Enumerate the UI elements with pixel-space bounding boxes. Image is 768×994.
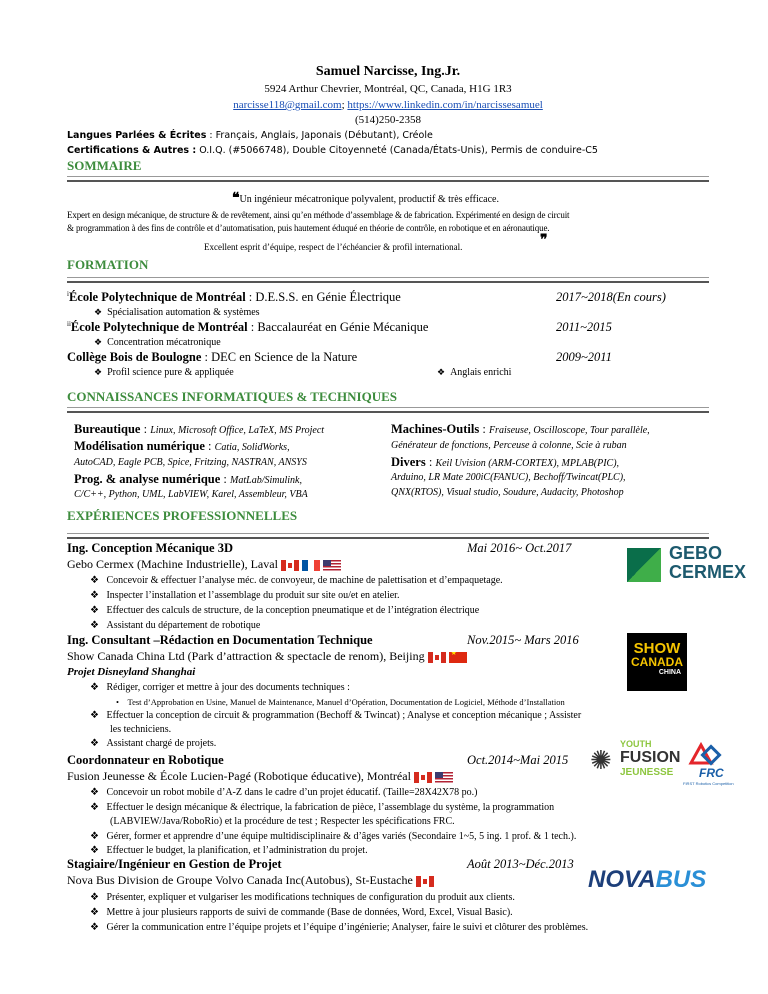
bullet-text: Effectuer la conception de circuit & programmation (Bechoff & Twincat) ; Analyse et conception mécanique ; Assister (106, 710, 582, 721)
tagline-line (232, 190, 499, 207)
bullet-text: Concevoir & effectuer l’analyse méc. de convoyeur, de machine de palettisation et d’empaquetage. (106, 575, 503, 586)
skill-divers (391, 455, 619, 470)
bullet-text: Concevoir un robot mobile d’A-Z dans le cadre d’un projet éducatif. (Taille=28X42X78 po.) (106, 787, 478, 798)
job-title: Coordonnateur en Robotique (67, 753, 224, 767)
bullet-icon: ❖ (90, 892, 99, 903)
skill-label: Modélisation numérique (74, 439, 205, 453)
logo-text: FRC (699, 766, 724, 780)
skill-colon: : (220, 472, 231, 486)
certifications-line (67, 145, 598, 156)
bullet-icon: ❖ (90, 682, 99, 693)
formation-sub-text: Spécialisation automation & systèmes (107, 307, 260, 318)
logo-text: CERMEX (669, 562, 747, 582)
languages-value: : Français, Anglais, Japonais (Débutant), Créole (206, 130, 433, 141)
list-item (90, 603, 503, 618)
formation-item (67, 290, 401, 305)
divider (67, 537, 709, 539)
formation-item (67, 320, 428, 335)
usa-flag-icon (323, 560, 341, 571)
formation-sub-text: Profil science pure & appliquée (107, 367, 234, 378)
bullet-icon: ❖ (94, 337, 103, 347)
bullet-text: Assistant chargé de projets. (106, 738, 217, 749)
job-title: Ing. Consultant –Rédaction en Documentation Technique (67, 633, 373, 647)
company-name: Show Canada China Ltd (Park d’attraction & spectacle de renom), Beijing (67, 649, 425, 663)
divider (67, 407, 709, 408)
job-date: Nov.2015~ Mars 2016 (467, 633, 579, 647)
logo-text: JEUNESSE (620, 767, 674, 778)
logo-text: GEBO (669, 543, 723, 563)
bullet-icon: ❖ (90, 907, 99, 918)
formation-date: 2009~2011 (556, 350, 612, 364)
logo-text: FUSION (620, 749, 681, 766)
divider (67, 277, 709, 278)
divider (67, 180, 709, 182)
formation-item (67, 350, 357, 365)
bullet-text: Mettre à jour plusieurs rapports de suivi de commande (Base de données, Word, Excel, Visual Basic). (106, 907, 513, 918)
skill-programmation (74, 472, 302, 487)
closing-line (204, 242, 462, 252)
skill-value-cont: C/C++, Python, UML, LabVIEW, Karel, Assembleur, VBA (74, 489, 308, 500)
phone: (514)250-2358 (355, 114, 421, 126)
skill-modelisation (74, 439, 290, 454)
skill-value: Fraiseuse, Oscilloscope, Tour parallèle, (488, 425, 650, 436)
list-item (90, 573, 503, 588)
company-name: Nova Bus Division de Groupe Volvo Canada Inc(Autobus), St-Eustache (67, 873, 413, 887)
school: Collège Bois de Boulogne (67, 350, 202, 364)
list-item (90, 890, 588, 905)
bullet-icon: ❖ (90, 922, 99, 933)
logo-text: YOUTH (620, 739, 652, 749)
section-title-skills: CONNAISSANCES INFORMATIQUES & TECHNIQUES (67, 389, 397, 404)
list-item (90, 695, 581, 709)
list-item (90, 801, 576, 816)
bullet-icon: ❖ (90, 845, 99, 856)
bullet-icon: ❖ (90, 801, 99, 813)
formation-date: 2017~2018(En cours) (556, 290, 666, 304)
frc-shapes-icon (687, 741, 727, 767)
resume-name: Samuel Narcisse, Ing.Jr. (315, 64, 461, 79)
formation-sub (94, 367, 234, 378)
school: École Polytechnique de Montréal (70, 320, 248, 335)
section-title-sommaire: SOMMAIRE (67, 158, 142, 173)
languages-line (67, 130, 433, 141)
closing-text: Excellent esprit d’équipe, respect de l’échéancier & profil international. (204, 242, 463, 252)
skill-label: Prog. & analyse numérique (74, 472, 221, 486)
list-item (90, 588, 503, 603)
quote-open-icon: ❝ (232, 191, 240, 206)
job-date: Août 2013~Déc.2013 (467, 857, 574, 871)
bullet-text: Effectuer des calculs de structure, de la conception pneumatique et de l’intégration électrique (106, 605, 480, 616)
job-bullets (90, 573, 503, 633)
job-title: Ing. Conception Mécanique 3D (67, 541, 233, 555)
bullet-icon: ❖ (90, 575, 99, 586)
certifications-label: Certifications & Autres : (67, 145, 197, 156)
bullet-text: Inspecter l’installation et l’assemblage du produit sur site ou/et en atelier. (106, 590, 400, 601)
swirl-icon: ✺ (590, 745, 612, 775)
skill-bureautique (74, 422, 324, 437)
company-name: Fusion Jeunesse & École Lucien-Pagé (Robotique éducative), Montréal (67, 769, 411, 783)
skill-value: MatLab/Simulink, (230, 475, 302, 486)
formation-sub-text: Concentration mécatronique (107, 337, 221, 348)
bullet-text: Gérer, former et apprendre d’une équipe multidisciplinaire & d’âges variés (Secondaire 1~5, 5 ing. 1 prof. & 1 tech.). (106, 830, 577, 842)
summary-line-2: & programmation à des fins de contrôle et d’automatisation, puis hautement éduqué en théorie de contrôle, en robotique et en aéronautique. (67, 223, 550, 233)
job-project: Projet Disneyland Shanghai (67, 666, 196, 678)
bullet-icon: ❖ (94, 307, 103, 317)
logo-text: FIRST Robotics Competition (683, 781, 734, 786)
skill-value-cont: Arduino, LR Mate 200iC(FANUC), Bechoff/Twincat(PLC), (391, 472, 626, 483)
list-item (90, 618, 503, 633)
degree: : Baccalauréat en Génie Mécanique (247, 320, 429, 335)
languages-label: Langues Parlées & Écrites (67, 130, 207, 141)
skill-label: Divers (391, 455, 426, 469)
canada-flag-icon (416, 876, 434, 887)
list-item (90, 786, 576, 801)
list-item (90, 920, 588, 935)
bullet-text: Assistant du département de robotique (106, 620, 261, 631)
frc-logo (683, 741, 743, 789)
job-bullets (90, 890, 588, 935)
bullet-icon: ❖ (90, 620, 99, 631)
formation-sub (94, 307, 260, 318)
china-flag-icon (449, 652, 467, 663)
bullet-text: Effectuer le budget, la planification, et l’administration du projet. (106, 845, 368, 856)
bullet-icon: ❖ (90, 605, 99, 616)
summary-line-1: Expert en design mécanique, de structure & de revêtement, ainsi qu’en méthode d’assemblage & de fabrication. Expérimenté en design de circuit (67, 210, 570, 220)
formation-sub (94, 337, 221, 348)
dot-icon: • (116, 697, 119, 707)
skill-value-cont: QNX(RTOS), Visual studio, Soudure, Audacity, Photoshop (391, 487, 624, 498)
skill-colon: : (425, 455, 436, 469)
email-link[interactable]: narcisse118@gmail.com (233, 99, 342, 111)
skill-label: Machines-Outils (391, 422, 480, 436)
divider (67, 176, 709, 177)
degree: : D.E.S.S. en Génie Électrique (245, 290, 401, 305)
bullet-icon: ❖ (437, 367, 446, 377)
contact-links (67, 99, 709, 111)
skill-value-cont: AutoCAD, Eagle PCB, Spice, Fritzing, NASTRAN, ANSYS (74, 457, 307, 468)
separator: ; (341, 99, 345, 111)
usa-flag-icon (435, 772, 453, 783)
france-flag-icon (302, 560, 320, 571)
job-company (67, 557, 341, 572)
skill-colon: : (479, 422, 489, 436)
logo-text: CANADA (631, 655, 683, 669)
divider (67, 533, 709, 534)
logo-text: CHINA (658, 669, 681, 676)
skill-value-cont: Générateur de fonctions, Perceuse à colonne, Scie à ruban (391, 440, 627, 451)
linkedin-link[interactable]: https://www.linkedin.com/in/narcissesamuel (347, 99, 543, 111)
certifications-value: O.I.Q. (#5066748), Double Citoyenneté (Canada/États-Unis), Permis de conduire-C5 (196, 145, 598, 156)
bullet-text: Gérer la communication entre l’équipe projets et l’équipe d’ingénierie; Analyser, faire le suivi et clôturer des problèmes. (106, 922, 589, 933)
bullet-text: (LABVIEW/Java/RoboRio) et la procédure de test ; Respecter les spécifications FRC. (110, 816, 455, 827)
section-title-experience: EXPÉRIENCES PROFESSIONNELLES (67, 508, 298, 523)
skill-colon: : (140, 422, 151, 436)
skill-value: Catia, SolidWorks, (214, 442, 290, 453)
canada-flag-icon (414, 772, 432, 783)
list-item (90, 737, 581, 751)
company-name: Gebo Cermex (Machine Industrielle), Laval (67, 557, 278, 571)
bullet-text: Test d’Approbation en Usine, Manuel de Maintenance, Manuel d’Opération, Documentation de Logiciel, Méthode d’Installation (127, 697, 565, 707)
footnote-marker: i (67, 290, 69, 298)
formation-sub-text: Anglais enrichi (450, 367, 512, 378)
list-item (90, 723, 581, 737)
footnote-marker: ii (67, 320, 71, 328)
list-item (90, 709, 581, 723)
list-item (90, 815, 576, 830)
address: 5924 Arthur Chevrier, Montréal, QC, Canada, H1G 1R3 (264, 83, 512, 95)
quote-close-icon: ❞ (540, 233, 548, 248)
bullet-icon: ❖ (90, 787, 99, 798)
divider (67, 411, 709, 413)
job-company (67, 873, 434, 888)
tagline: Un ingénieur mécatronique polyvalent, productif & très efficace. (239, 194, 499, 205)
job-date: Oct.2014~Mai 2015 (467, 753, 569, 767)
job-date: Mai 2016~ Oct.2017 (467, 541, 572, 555)
canada-flag-icon (281, 560, 299, 571)
formation-sub (437, 367, 511, 378)
job-company (67, 769, 453, 784)
section-title-formation: FORMATION (67, 257, 149, 272)
bullet-text: Présenter, expliquer et vulgariser les modifications techniques de configuration du produit aux clients. (106, 892, 515, 903)
bullet-icon: ❖ (90, 590, 99, 601)
bullet-icon: ❖ (90, 710, 99, 721)
skill-value: Linux, Microsoft Office, LaTeX, MS Project (150, 425, 325, 436)
logo-text: NOVA (588, 866, 656, 893)
divider (67, 281, 709, 283)
school: École Polytechnique de Montréal (68, 290, 246, 305)
show-canada-logo (627, 633, 687, 691)
skill-machines (391, 422, 650, 437)
bullet-text: Rédiger, corriger et mettre à jour des documents techniques : (106, 682, 350, 693)
list-item (90, 905, 588, 920)
skill-label: Bureautique (74, 422, 141, 436)
bullet-icon: ❖ (90, 830, 99, 842)
canada-flag-icon (428, 652, 446, 663)
job-company (67, 649, 467, 664)
list-item (90, 681, 581, 695)
job-title: Stagiaire/Ingénieur en Gestion de Projet (67, 857, 282, 871)
bullet-icon: ❖ (90, 738, 99, 749)
gebo-cermex-logo (627, 544, 747, 584)
skill-value: Keil Uvision (ARM-CORTEX), MPLAB(PIC), (435, 458, 620, 469)
bullet-icon: ❖ (94, 367, 103, 377)
logo-text: SHOW (633, 640, 681, 657)
job-bullets (90, 681, 581, 751)
list-item (90, 830, 576, 845)
gebo-logo-icon (627, 548, 661, 582)
bullet-text: les techniciens. (110, 724, 172, 735)
formation-date: 2011~2015 (556, 320, 612, 334)
logo-text: BUS (655, 866, 707, 893)
skill-colon: : (204, 439, 215, 453)
bullet-text: Effectuer le design mécanique & électrique, la fabrication de pièce, l’assemblage du système, la programmation (106, 801, 555, 813)
fusion-jeunesse-logo (590, 737, 680, 787)
nova-bus-logo (588, 866, 738, 894)
job-bullets (90, 786, 576, 859)
degree: : DEC en Science de la Nature (201, 350, 358, 364)
